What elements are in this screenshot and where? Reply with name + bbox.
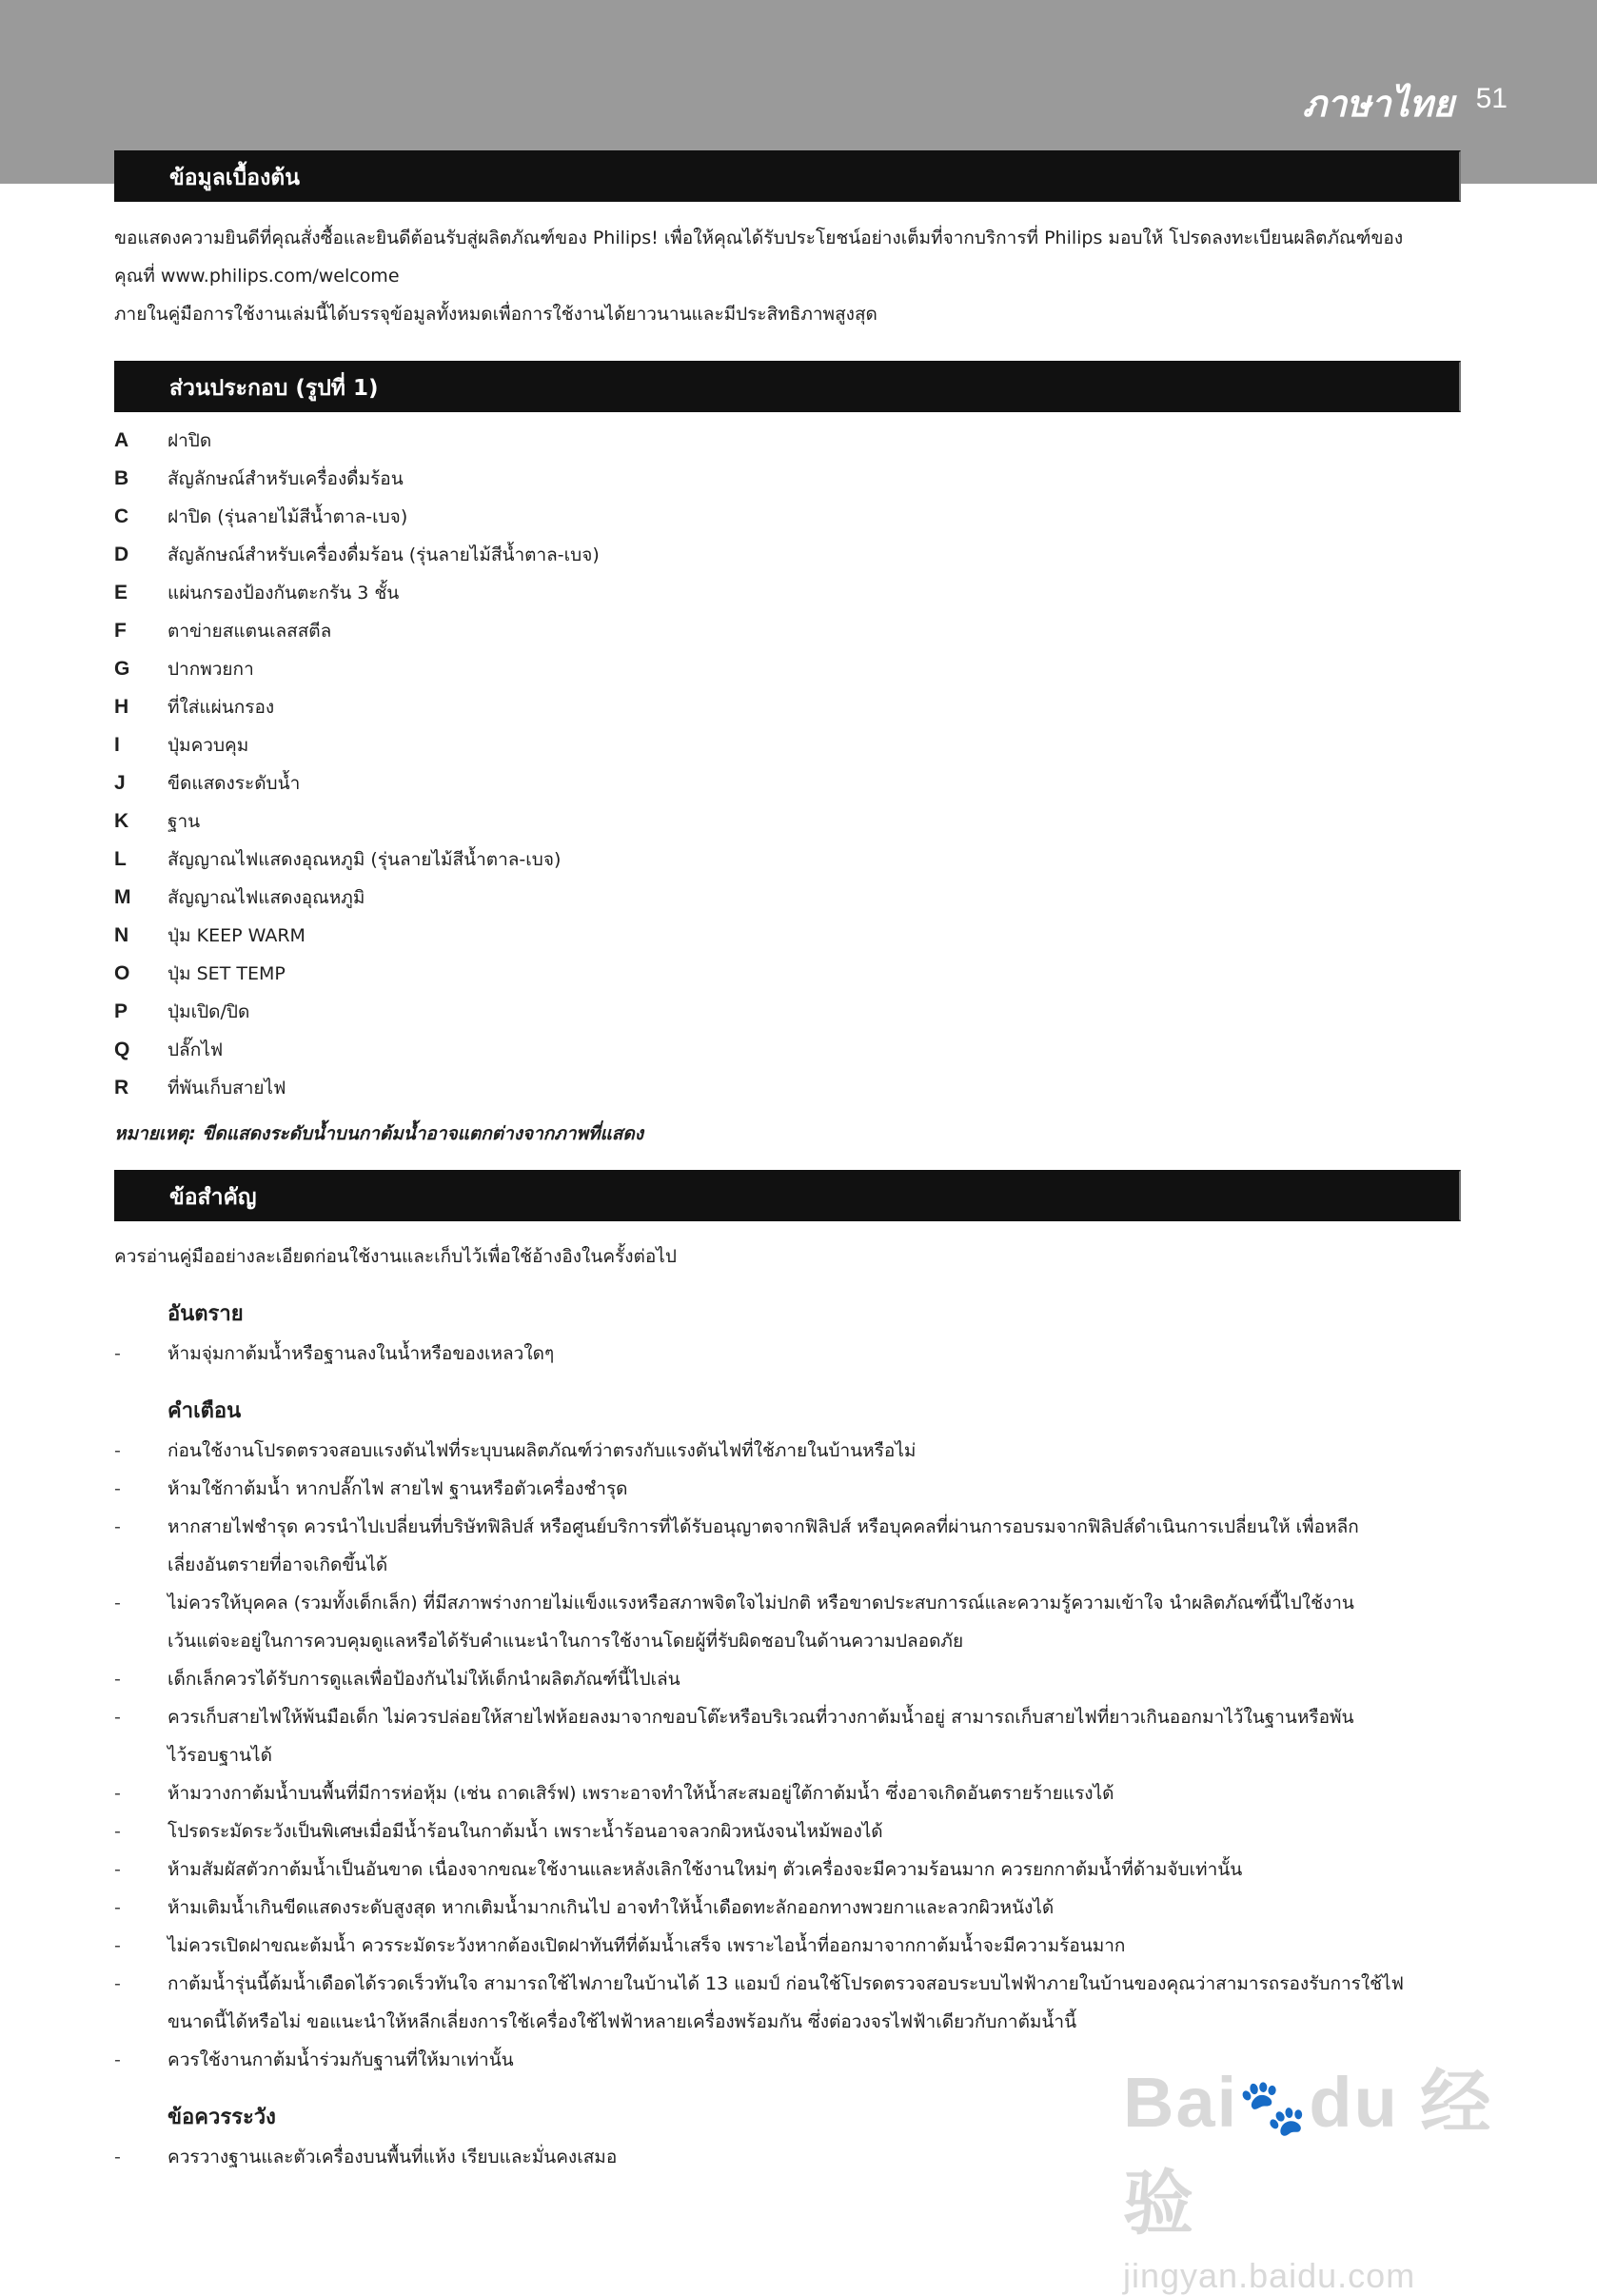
bullet-dash xyxy=(114,1736,168,1774)
part-label: ตาข่ายสแตนเลสสตีล xyxy=(168,621,332,642)
part-label: ปุ่มเปิด/ปิด xyxy=(168,1001,250,1022)
bullet-dash: - xyxy=(114,1593,121,1613)
part-item xyxy=(114,764,1461,802)
section-title-intro: ข้อมูลเบื้องต้น xyxy=(114,150,1461,202)
part-item xyxy=(114,498,1461,536)
part-item xyxy=(114,612,1461,650)
part-letter: N xyxy=(114,924,129,946)
part-label: ที่พันเก็บสายไฟ xyxy=(168,1078,286,1099)
bullet-dash: - xyxy=(114,2049,121,2070)
bullet-dash: - xyxy=(114,1478,121,1499)
part-letter: A xyxy=(114,429,129,451)
parts-note: หมายเหตุ: ขีดแสดงระดับน้ำบนกาต้มน้ำอาจแตกต่างจากภาพที่แสดง xyxy=(114,1123,644,1144)
bullet-dash: - xyxy=(114,1669,121,1690)
danger-heading: อันตราย xyxy=(168,1302,244,1326)
warning-heading: คำเตือน xyxy=(168,1399,242,1423)
part-label: ฝาปิด xyxy=(168,430,212,451)
warning-item xyxy=(114,1432,1461,1470)
part-label: ที่ใส่แผ่นกรอง xyxy=(168,697,275,718)
page-number: 51 xyxy=(1475,83,1508,114)
part-letter: F xyxy=(114,620,127,642)
part-label: ปุ่ม KEEP WARM xyxy=(168,925,306,946)
part-letter: J xyxy=(114,772,126,794)
part-label: สัญญาณไฟแสดงอุณหภูมิ (รุ่นลายไม้สีน้ำตาล-เบจ) xyxy=(168,849,562,870)
warning-item-text: กาต้มน้ำรุ่นนี้ต้มน้ำเดือดได้รวดเร็วทันใจ สามารถใช้ไฟภายในบ้านได้ 13 แอมป์ ก่อนใช้โปรดตรวจสอบระบบไฟฟ้าภายในบ้านของคุณว่าสามารถรองรับการใช้ไฟ xyxy=(168,1973,1405,1994)
part-letter: D xyxy=(114,544,129,565)
watermark-logo-left: Bai xyxy=(1123,2063,1239,2142)
intro-text xyxy=(114,219,1461,333)
part-label: สัญลักษณ์สำหรับเครื่องดื่มร้อน (รุ่นลายไม้สีน้ำตาล-เบจ) xyxy=(168,544,600,565)
warning-item-text: ห้ามสัมผัสตัวกาต้มน้ำเป็นอันขาด เนื่องจากขณะใช้งานและหลังเลิกใช้งานใหม่ๆ ตัวเครื่องจะมีความร้อนมาก ควรยกกาต้มน้ำที่ด้ามจับเท่านั้น xyxy=(168,1859,1243,1880)
bullet-dash xyxy=(114,1546,168,1584)
warning-item xyxy=(114,1660,1461,1698)
part-item xyxy=(114,688,1461,726)
intro-paragraph-2: ภายในคู่มือการใช้งานเล่มนี้ได้บรรจุข้อมูลทั้งหมดเพื่อการใช้งานได้ยาวนานและมีประสิทธิภาพสูงสุด xyxy=(114,304,877,325)
part-letter: C xyxy=(114,505,129,527)
part-letter: H xyxy=(114,696,129,718)
bullet-dash: - xyxy=(114,1343,121,1364)
part-letter: O xyxy=(114,962,130,984)
intro-paragraph-line-1: ขอแสดงความยินดีที่คุณสั่งซื้อและยินดีต้อนรับสู่ผลิตภัณฑ์ของ Philips! เพื่อให้คุณได้รับประโยชน์อย่างเต็มที่จากบริการที่ Philips มอบให้ โปรดลงทะเบียนผลิตภัณฑ์ของ xyxy=(114,228,1404,248)
parts-list xyxy=(114,422,1461,1107)
part-item xyxy=(114,955,1461,993)
bullet-dash: - xyxy=(114,1935,121,1956)
caution-heading: ข้อควรระวัง xyxy=(168,2106,276,2129)
part-label: ขีดแสดงระดับน้ำ xyxy=(168,773,301,794)
part-label: ปากพวยกา xyxy=(168,659,254,680)
warning-item xyxy=(114,1584,1461,1622)
warning-item-text: ควรใช้งานกาต้มน้ำร่วมกับฐานที่ให้มาเท่านั้น xyxy=(168,2049,514,2070)
warning-item-text: ห้ามเติมน้ำเกินขีดแสดงระดับสูงสุด หากเติมน้ำมากเกินไป อาจทำให้น้ำเดือดทะลักออกทางพวยกาและลวกผิวหนังได้ xyxy=(168,1897,1055,1918)
warning-item xyxy=(114,2003,1461,2041)
warning-item xyxy=(114,1470,1461,1508)
part-letter: L xyxy=(114,848,127,870)
bullet-dash: - xyxy=(114,1897,121,1918)
warning-item-text: ห้ามวางกาต้มน้ำบนพื้นที่มีการห่อหุ้ม (เช่น ถาดเสิร์ฟ) เพราะอาจทำให้น้ำสะสมอยู่ใต้กาต้มน้ำ ซึ่งอาจเกิดอันตรายร้ายแรงได้ xyxy=(168,1783,1114,1804)
warning-item xyxy=(114,1774,1461,1812)
part-letter: R xyxy=(114,1077,129,1099)
part-label: ปุ่มควบคุม xyxy=(168,735,249,756)
important-intro: ควรอ่านคู่มืออย่างละเอียดก่อนใช้งานและเก็บไว้เพื่อใช้อ้างอิงในครั้งต่อไป xyxy=(114,1246,677,1267)
warning-item xyxy=(114,1812,1461,1851)
part-item xyxy=(114,574,1461,612)
warning-item-text: ห้ามใช้กาต้มน้ำ หากปลั๊กไฟ สายไฟ ฐานหรือตัวเครื่องชำรุด xyxy=(168,1478,628,1499)
part-item xyxy=(114,460,1461,498)
warning-list xyxy=(114,1432,1461,2079)
part-label: ปุ่ม SET TEMP xyxy=(168,963,286,984)
bullet-dash: - xyxy=(114,1821,121,1842)
page-content xyxy=(114,150,1461,2176)
part-letter: I xyxy=(114,734,120,756)
part-letter: M xyxy=(114,886,131,908)
warning-item-text: ควรเก็บสายไฟให้พ้นมือเด็ก ไม่ควรปล่อยให้สายไฟห้อยลงมาจากขอบโต๊ะหรือบริเวณที่วางกาต้มน้ำอยู่ สามารถเก็บสายไฟที่ยาวเกินออกมาไว้ในฐานหรือพัน xyxy=(168,1707,1354,1728)
warning-item xyxy=(114,1508,1461,1546)
part-item xyxy=(114,917,1461,955)
warning-item-text: หากสายไฟชำรุด ควรนำไปเปลี่ยนที่บริษัทฟิลิปส์ หรือศูนย์บริการที่ได้รับอนุญาตจากฟิลิปส์ หรือบุคคลที่ผ่านการอบรมจากฟิลิปส์ดำเนินการเปลี่ยนให้ เพื่อหลีก xyxy=(168,1516,1359,1537)
warning-item xyxy=(114,1736,1461,1774)
part-item xyxy=(114,536,1461,574)
warning-item xyxy=(114,1889,1461,1927)
part-label: สัญลักษณ์สำหรับเครื่องดื่มร้อน xyxy=(168,468,404,489)
bullet-dash xyxy=(114,2003,168,2041)
bullet-dash: - xyxy=(114,1859,121,1880)
bullet-dash: - xyxy=(114,1783,121,1804)
warning-item-text: ไม่ควรเปิดฝาขณะต้มน้ำ ควรระมัดระวังหากต้องเปิดฝาทันทีที่ต้มน้ำเสร็จ เพราะไอน้ำที่ออกมาจากกาต้มน้ำจะมีความร้อนมาก xyxy=(168,1935,1126,1956)
section-title-parts: ส่วนประกอบ (รูปที่ 1) xyxy=(114,361,1461,412)
part-label: แผ่นกรองป้องกันตะกรัน 3 ชั้น xyxy=(168,583,400,604)
part-letter: P xyxy=(114,1000,128,1022)
part-letter: Q xyxy=(114,1039,130,1060)
bullet-dash: - xyxy=(114,1440,121,1461)
part-label: ฝาปิด (รุ่นลายไม้สีน้ำตาล-เบจ) xyxy=(168,506,408,527)
warning-item xyxy=(114,1546,1461,1584)
part-item xyxy=(114,802,1461,841)
part-label: ฐาน xyxy=(168,811,201,832)
part-item xyxy=(114,726,1461,764)
warning-item xyxy=(114,1965,1461,2003)
watermark-logo xyxy=(1123,2047,1523,2248)
part-item xyxy=(114,1031,1461,1069)
warning-item-text: ไว้รอบฐานได้ xyxy=(168,1745,272,1766)
part-letter: E xyxy=(114,582,128,604)
bullet-dash: - xyxy=(114,1973,121,1994)
part-item xyxy=(114,422,1461,460)
watermark-url: jingyan.baidu.com xyxy=(1123,2256,1416,2295)
part-item xyxy=(114,1069,1461,1107)
watermark-logo-right: du xyxy=(1309,2063,1399,2142)
warning-item-text: เว้นแต่จะอยู่ในการควบคุมดูแลหรือได้รับคำแนะนำในการใช้งานโดยผู้ที่รับผิดชอบในด้านความปลอดภัย xyxy=(168,1631,964,1652)
warning-item-text: เลี่ยงอันตรายที่อาจเกิดขึ้นได้ xyxy=(168,1554,388,1575)
part-item xyxy=(114,879,1461,917)
danger-item-text: ห้ามจุ่มกาต้มน้ำหรือฐานลงในน้ำหรือของเหลวใดๆ xyxy=(168,1343,555,1364)
part-letter: G xyxy=(114,658,130,680)
part-item xyxy=(114,841,1461,879)
warning-item-text: โปรดระมัดระวังเป็นพิเศษเมื่อมีน้ำร้อนในกาต้มน้ำ เพราะน้ำร้อนอาจลวกผิวหนังจนไหม้พองได้ xyxy=(168,1821,883,1842)
watermark xyxy=(1123,2047,1523,2295)
part-label: สัญญาณไฟแสดงอุณหภูมิ xyxy=(168,887,365,908)
part-letter: K xyxy=(114,810,129,832)
bullet-dash: - xyxy=(114,1707,121,1728)
caution-item-text: ควรวางฐานและตัวเครื่องบนพื้นที่แห้ง เรียบและมั่นคงเสมอ xyxy=(168,2147,618,2167)
danger-list xyxy=(114,1335,1461,1373)
part-letter: B xyxy=(114,467,129,489)
part-item xyxy=(114,650,1461,688)
danger-item xyxy=(114,1335,1461,1373)
warning-item-text: ขนาดนี้ได้หรือไม่ ขอแนะนำให้หลีกเลี่ยงการใช้เครื่องใช้ไฟฟ้าหลายเครื่องพร้อมกัน ซึ่งต่อวงจรไฟฟ้าเดียวกับกาต้มน้ำนี้ xyxy=(168,2011,1077,2032)
bullet-dash: - xyxy=(114,2147,121,2167)
paw-icon: 🐾 xyxy=(1238,2076,1310,2139)
warning-item-text: ไม่ควรให้บุคคล (รวมทั้งเด็กเล็ก) ที่มีสภาพร่างกายไม่แข็งแรงหรือสภาพจิตใจไม่ปกติ หรือขาดประสบการณ์และความรู้ความเข้าใจ นำผลิตภัณฑ์นี้ไปใช้งาน xyxy=(168,1593,1354,1613)
part-item xyxy=(114,993,1461,1031)
bullet-dash: - xyxy=(114,1516,121,1537)
warning-item xyxy=(114,1927,1461,1965)
warning-item-text: ก่อนใช้งานโปรดตรวจสอบแรงดันไฟที่ระบุบนผลิตภัณฑ์ว่าตรงกับแรงดันไฟที่ใช้ภายในบ้านหรือไม่ xyxy=(168,1440,917,1461)
bullet-dash xyxy=(114,1622,168,1660)
language-title: ภาษาไทย xyxy=(1302,82,1454,125)
warning-item xyxy=(114,1622,1461,1660)
part-label: ปลั๊กไฟ xyxy=(168,1039,224,1060)
warning-item xyxy=(114,1851,1461,1889)
warning-item-text: เด็กเล็กควรได้รับการดูแลเพื่อป้องกันไม่ให้เด็กนำผลิตภัณฑ์นี้ไปเล่น xyxy=(168,1669,680,1690)
watermark-logo-cn: 经验 xyxy=(1123,2063,1493,2243)
intro-paragraph-line-2: คุณที่ www.philips.com/welcome xyxy=(114,266,400,287)
section-title-important: ข้อสำคัญ xyxy=(114,1170,1461,1221)
warning-item xyxy=(114,1698,1461,1736)
